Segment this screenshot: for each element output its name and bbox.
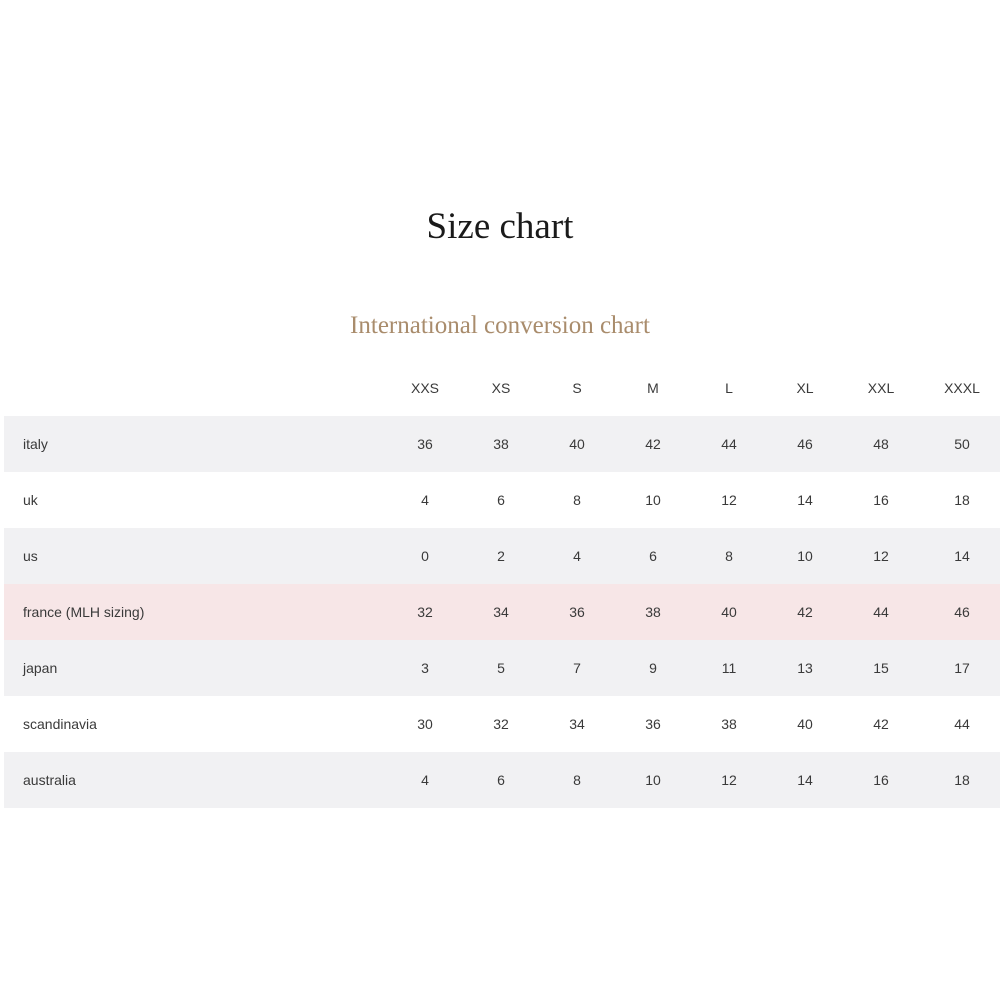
size-value: 40 — [721, 604, 737, 620]
table-row-uk — [4, 472, 1000, 528]
size-value: 6 — [497, 492, 505, 508]
size-conversion-table — [4, 360, 1000, 808]
size-value: 42 — [645, 436, 661, 452]
size-value: 4 — [421, 772, 429, 788]
size-value: 42 — [873, 716, 889, 732]
table-row-australia — [4, 752, 1000, 808]
size-value: 34 — [569, 716, 585, 732]
size-value: 8 — [573, 492, 581, 508]
region-label: italy — [23, 436, 48, 452]
size-value: 44 — [954, 716, 970, 732]
size-value: 36 — [569, 604, 585, 620]
size-header-xxxl: XXXL — [944, 380, 980, 396]
region-label: australia — [23, 772, 76, 788]
size-value: 10 — [645, 492, 661, 508]
size-header-xl: XL — [796, 380, 814, 396]
region-label: us — [23, 548, 38, 564]
size-value: 16 — [873, 492, 889, 508]
size-value: 11 — [721, 660, 737, 676]
size-value: 12 — [873, 548, 889, 564]
size-value: 7 — [573, 660, 581, 676]
size-value: 42 — [797, 604, 813, 620]
size-value: 40 — [569, 436, 585, 452]
size-value: 50 — [954, 436, 970, 452]
size-value: 13 — [797, 660, 813, 676]
size-value: 36 — [645, 716, 661, 732]
region-label: japan — [23, 660, 58, 676]
size-value: 18 — [954, 772, 970, 788]
size-value: 15 — [873, 660, 889, 676]
size-value: 3 — [421, 660, 429, 676]
size-value: 38 — [721, 716, 737, 732]
size-value: 17 — [954, 660, 970, 676]
region-header — [4, 360, 387, 416]
size-value: 34 — [493, 604, 509, 620]
size-value: 5 — [497, 660, 505, 676]
size-value: 6 — [649, 548, 657, 564]
size-value: 10 — [797, 548, 813, 564]
size-value: 9 — [649, 660, 657, 676]
table-row-japan — [4, 640, 1000, 696]
size-value: 12 — [721, 772, 737, 788]
size-value: 6 — [497, 772, 505, 788]
size-value: 14 — [954, 548, 970, 564]
size-value: 38 — [645, 604, 661, 620]
size-value: 36 — [417, 436, 433, 452]
size-value: 8 — [573, 772, 581, 788]
region-label: scandinavia — [23, 716, 97, 732]
size-value: 14 — [797, 492, 813, 508]
size-value: 2 — [497, 548, 505, 564]
size-value: 46 — [797, 436, 813, 452]
size-header-l: L — [725, 380, 733, 396]
size-value: 32 — [493, 716, 509, 732]
table-row-france — [4, 584, 1000, 640]
size-value: 10 — [645, 772, 661, 788]
page-title: Size chart — [426, 206, 574, 247]
size-header-xs: XS — [491, 380, 511, 396]
size-value: 0 — [421, 548, 429, 564]
region-label: france (MLH sizing) — [23, 604, 145, 620]
table-row-italy — [4, 416, 1000, 472]
size-value: 14 — [797, 772, 813, 788]
size-value: 12 — [721, 492, 737, 508]
size-value: 30 — [417, 716, 433, 732]
table-header-row — [4, 360, 1000, 416]
size-header-m: M — [647, 380, 659, 396]
region-label: uk — [23, 492, 38, 508]
table-row-scandinavia — [4, 696, 1000, 752]
size-value: 16 — [873, 772, 889, 788]
table-row-us — [4, 528, 1000, 584]
size-value: 4 — [573, 548, 581, 564]
size-value: 44 — [721, 436, 737, 452]
size-value: 8 — [725, 548, 733, 564]
size-value: 48 — [873, 436, 889, 452]
size-value: 40 — [797, 716, 813, 732]
size-header-xxl: XXL — [867, 380, 895, 396]
size-value: 4 — [421, 492, 429, 508]
size-value: 44 — [873, 604, 889, 620]
section-title: International conversion chart — [350, 312, 650, 339]
size-header-s: S — [572, 380, 582, 396]
size-value: 18 — [954, 492, 970, 508]
size-value: 46 — [954, 604, 970, 620]
size-value: 32 — [417, 604, 433, 620]
size-value: 38 — [493, 436, 509, 452]
size-header-xxs: XXS — [410, 380, 439, 396]
